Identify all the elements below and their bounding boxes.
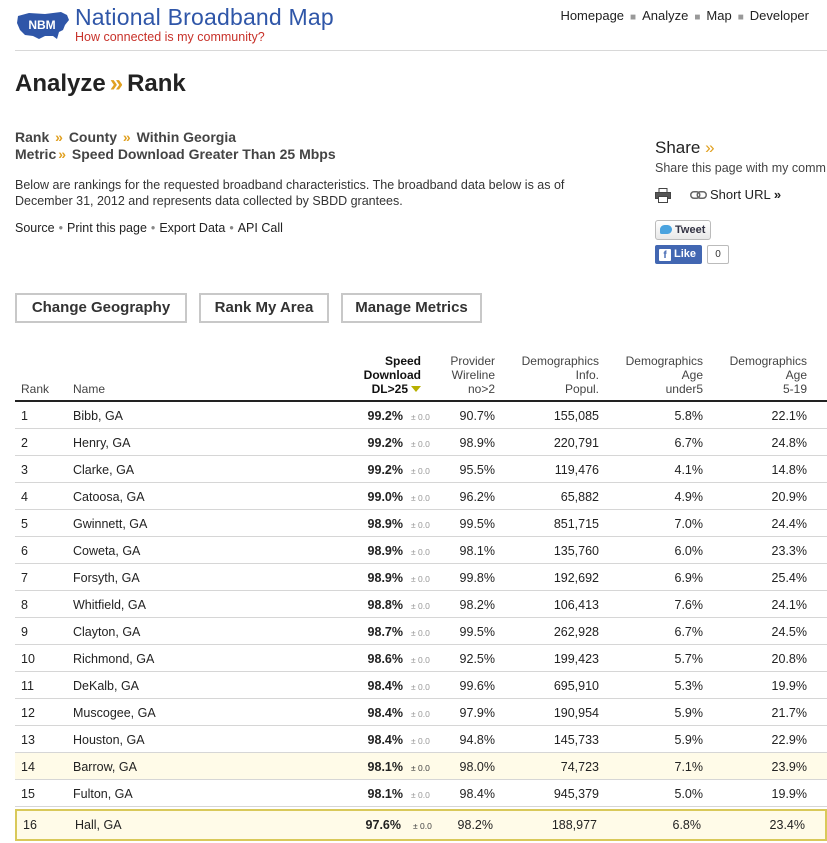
provider-wireline-cell: 98.9% bbox=[459, 436, 495, 450]
provider-wireline-cell: 98.2% bbox=[459, 598, 495, 612]
breadcrumb bbox=[15, 129, 336, 163]
population-cell: 199,423 bbox=[553, 652, 599, 666]
age-5-19-cell: 24.8% bbox=[771, 436, 807, 450]
age-5-19-cell: 23.4% bbox=[769, 818, 805, 832]
svg-text:NBM: NBM bbox=[28, 18, 56, 32]
margin-of-error: ± 0.0 bbox=[411, 628, 430, 638]
name-cell[interactable]: Houston, GA bbox=[73, 733, 145, 747]
population-cell: 155,085 bbox=[553, 409, 599, 423]
print-page-link[interactable]: Print this page bbox=[67, 221, 147, 235]
population-cell: 262,928 bbox=[553, 625, 599, 639]
table-row[interactable] bbox=[15, 809, 827, 841]
table-row[interactable] bbox=[15, 564, 827, 591]
col-provider-line3: no>2 bbox=[467, 382, 495, 396]
table-row[interactable] bbox=[15, 618, 827, 645]
age-5-19-cell: 20.8% bbox=[771, 652, 807, 666]
page-title bbox=[15, 70, 186, 98]
age-under5-cell: 6.9% bbox=[674, 571, 703, 585]
crumb-within-georgia: Within Georgia bbox=[136, 129, 237, 145]
rank-cell: 6 bbox=[21, 544, 28, 558]
margin-of-error: ± 0.0 bbox=[411, 682, 430, 692]
col-info-line2: Info. bbox=[575, 368, 599, 382]
metric-value: Speed Download Greater Than 25 Mbps bbox=[71, 146, 336, 162]
rank-cell: 4 bbox=[21, 490, 28, 504]
provider-wireline-cell: 97.9% bbox=[459, 706, 495, 720]
crumb-separator: » bbox=[55, 129, 63, 145]
provider-wireline-cell: 98.1% bbox=[459, 544, 495, 558]
name-cell[interactable]: Hall, GA bbox=[75, 818, 122, 832]
margin-of-error: ± 0.0 bbox=[411, 547, 430, 557]
age-under5-cell: 5.8% bbox=[674, 409, 703, 423]
population-cell: 190,954 bbox=[553, 706, 599, 720]
manage-metrics-button[interactable]: Manage Metrics bbox=[341, 293, 482, 323]
nav-separator: ■ bbox=[737, 12, 744, 23]
tweet-button[interactable] bbox=[655, 220, 711, 240]
rank-cell: 9 bbox=[21, 625, 28, 639]
facebook-like-button[interactable] bbox=[655, 245, 702, 264]
rank-my-area-button[interactable]: Rank My Area bbox=[199, 293, 329, 323]
age-5-19-cell: 23.3% bbox=[771, 544, 807, 558]
table-row[interactable] bbox=[15, 537, 827, 564]
change-geography-button[interactable]: Change Geography bbox=[15, 293, 187, 323]
age-5-19-cell: 24.5% bbox=[771, 625, 807, 639]
rank-cell: 2 bbox=[21, 436, 28, 450]
provider-wireline-cell: 94.8% bbox=[459, 733, 495, 747]
population-cell: 192,692 bbox=[553, 571, 599, 585]
col-rank[interactable]: Rank bbox=[21, 382, 50, 396]
name-cell[interactable]: Coweta, GA bbox=[73, 544, 141, 558]
share-tools bbox=[655, 186, 827, 206]
rank-cell: 1 bbox=[21, 409, 28, 423]
provider-wireline-cell: 99.5% bbox=[459, 625, 495, 639]
speed-download-cell: 98.4% bbox=[367, 679, 403, 693]
age-under5-cell: 5.3% bbox=[674, 679, 703, 693]
table-header bbox=[15, 352, 827, 402]
table-row[interactable] bbox=[15, 456, 827, 483]
col-age519-line3: 5-19 bbox=[782, 382, 807, 396]
nav-developer[interactable]: Developer bbox=[749, 8, 809, 23]
margin-of-error: ± 0.0 bbox=[411, 709, 430, 719]
col-provider-line1: Provider bbox=[450, 354, 495, 368]
margin-of-error: ± 0.0 bbox=[411, 520, 430, 530]
name-cell[interactable]: Muscogee, GA bbox=[73, 706, 156, 720]
site-title-link[interactable]: National Broadband Map bbox=[75, 4, 334, 30]
api-call-link[interactable]: API Call bbox=[237, 221, 283, 235]
age-under5-cell: 6.7% bbox=[674, 625, 703, 639]
table-row[interactable] bbox=[15, 429, 827, 456]
margin-of-error: ± 0.0 bbox=[411, 466, 430, 476]
speed-download-cell: 98.8% bbox=[367, 598, 403, 612]
population-cell: 65,882 bbox=[560, 490, 599, 504]
rank-cell: 7 bbox=[21, 571, 28, 585]
name-cell[interactable]: DeKalb, GA bbox=[73, 679, 140, 693]
population-cell: 945,379 bbox=[553, 787, 599, 801]
col-speed-line1: Speed bbox=[384, 354, 421, 368]
age-under5-cell: 7.0% bbox=[674, 517, 703, 531]
table-row[interactable] bbox=[15, 699, 827, 726]
name-cell[interactable]: Whitfield, GA bbox=[73, 598, 146, 612]
col-name[interactable]: Name bbox=[73, 382, 106, 396]
speed-download-cell: 98.4% bbox=[367, 733, 403, 747]
table-row[interactable] bbox=[15, 672, 827, 699]
rank-cell: 5 bbox=[21, 517, 28, 531]
provider-wireline-cell: 99.6% bbox=[459, 679, 495, 693]
population-cell: 188,977 bbox=[551, 818, 597, 832]
speed-download-cell: 98.9% bbox=[367, 517, 403, 531]
crumb-separator: » bbox=[58, 146, 67, 162]
col-speed-line2: Download bbox=[363, 368, 421, 382]
rank-cell: 8 bbox=[21, 598, 28, 612]
rankings-description: Below are rankings for the requested broadband characteristics. The broadband data below is as of December 31, 2012 and represents data collected by SBDD grantees. bbox=[15, 178, 565, 208]
age-under5-cell: 7.1% bbox=[674, 760, 703, 774]
age-5-19-cell: 25.4% bbox=[771, 571, 807, 585]
link-separator: • bbox=[150, 221, 156, 235]
rank-cell: 15 bbox=[21, 787, 35, 801]
nav-separator: ■ bbox=[630, 12, 637, 23]
population-cell: 106,413 bbox=[553, 598, 599, 612]
breadcrumb-metric bbox=[15, 146, 336, 163]
speed-download-cell: 99.2% bbox=[367, 409, 403, 423]
col-age519-line2: Age bbox=[785, 368, 807, 382]
speed-download-cell: 99.2% bbox=[367, 463, 403, 477]
col-info-line1: Demographics bbox=[521, 354, 599, 368]
provider-wireline-cell: 99.8% bbox=[459, 571, 495, 585]
chain-link-icon[interactable] bbox=[690, 191, 707, 199]
provider-wireline-cell: 98.4% bbox=[459, 787, 495, 801]
tweet-label: Tweet bbox=[675, 224, 706, 236]
share-subtitle: Share this page with my comm bbox=[655, 161, 826, 175]
page-title-analyze: Analyze bbox=[15, 70, 106, 97]
population-cell: 119,476 bbox=[554, 463, 599, 477]
table-row[interactable] bbox=[15, 726, 827, 753]
speed-download-cell: 98.9% bbox=[367, 544, 403, 558]
printer-icon[interactable] bbox=[655, 188, 671, 203]
nav-separator: ■ bbox=[694, 12, 701, 23]
share-arrow: » bbox=[705, 138, 715, 157]
age-under5-cell: 5.9% bbox=[674, 706, 703, 720]
population-cell: 851,715 bbox=[553, 517, 599, 531]
table-row[interactable] bbox=[15, 753, 827, 780]
col-age519-line1: Demographics bbox=[729, 354, 807, 368]
site-tagline: How connected is my community? bbox=[75, 30, 265, 44]
speed-download-cell: 98.7% bbox=[367, 625, 403, 639]
age-5-19-cell: 21.7% bbox=[771, 706, 807, 720]
age-under5-cell: 5.9% bbox=[674, 733, 703, 747]
col-speed-metric: DL>25 bbox=[371, 382, 408, 396]
export-data-link[interactable]: Export Data bbox=[159, 221, 226, 235]
rank-cell: 14 bbox=[21, 760, 35, 774]
name-cell[interactable]: Catoosa, GA bbox=[73, 490, 145, 504]
margin-of-error: ± 0.0 bbox=[411, 439, 430, 449]
table-row[interactable] bbox=[15, 780, 827, 807]
age-5-19-cell: 19.9% bbox=[771, 679, 807, 693]
col-speed-line3 bbox=[364, 382, 421, 396]
table-row[interactable] bbox=[15, 402, 827, 429]
rank-cell: 13 bbox=[21, 733, 35, 747]
speed-download-cell: 98.6% bbox=[367, 652, 403, 666]
age-under5-cell: 6.8% bbox=[672, 818, 701, 832]
age-5-19-cell: 22.1% bbox=[771, 409, 807, 423]
col-under5-line1: Demographics bbox=[625, 354, 703, 368]
rankings-table bbox=[15, 352, 827, 841]
col-under5-line2: Age bbox=[681, 368, 703, 382]
population-cell: 145,733 bbox=[553, 733, 599, 747]
col-demographics-under5[interactable] bbox=[626, 354, 703, 396]
col-speed-download[interactable] bbox=[364, 354, 421, 396]
like-count: 0 bbox=[707, 245, 729, 264]
table-row[interactable] bbox=[15, 483, 827, 510]
table-row[interactable] bbox=[15, 645, 827, 672]
twitter-bird-icon bbox=[660, 225, 672, 234]
col-provider-line2: Wireline bbox=[451, 368, 495, 382]
table-body bbox=[15, 402, 827, 841]
age-under5-cell: 4.9% bbox=[674, 490, 703, 504]
source-link[interactable]: Source bbox=[15, 221, 55, 235]
breadcrumb-geography bbox=[15, 129, 336, 146]
age-under5-cell: 7.6% bbox=[674, 598, 703, 612]
population-cell: 695,910 bbox=[553, 679, 599, 693]
site-header bbox=[15, 0, 827, 51]
age-under5-cell: 6.0% bbox=[674, 544, 703, 558]
share-title bbox=[655, 138, 827, 158]
name-cell[interactable]: Barrow, GA bbox=[73, 760, 137, 774]
speed-download-cell: 98.9% bbox=[367, 571, 403, 585]
age-5-19-cell: 24.1% bbox=[771, 598, 807, 612]
name-cell[interactable]: Clarke, GA bbox=[73, 463, 135, 477]
metric-label: Metric bbox=[15, 146, 57, 162]
speed-download-cell: 98.4% bbox=[367, 706, 403, 720]
provider-wireline-cell: 92.5% bbox=[459, 652, 495, 666]
age-5-19-cell: 19.9% bbox=[771, 787, 807, 801]
page-actions bbox=[15, 221, 283, 235]
age-5-19-cell: 20.9% bbox=[771, 490, 807, 504]
provider-wireline-cell: 98.2% bbox=[457, 818, 493, 832]
share-title-text: Share bbox=[655, 138, 701, 157]
speed-download-cell: 99.2% bbox=[367, 436, 403, 450]
margin-of-error: ± 0.0 bbox=[411, 493, 430, 503]
age-under5-cell: 5.0% bbox=[674, 787, 703, 801]
facebook-icon: f bbox=[659, 249, 671, 261]
age-under5-cell: 6.7% bbox=[674, 436, 703, 450]
nav-homepage[interactable]: Homepage bbox=[560, 8, 625, 23]
crumb-rank: Rank bbox=[15, 129, 50, 145]
population-cell: 74,723 bbox=[560, 760, 599, 774]
margin-of-error: ± 0.0 bbox=[411, 763, 430, 773]
age-under5-cell: 5.7% bbox=[674, 652, 703, 666]
population-cell: 220,791 bbox=[553, 436, 599, 450]
crumb-separator: » bbox=[122, 129, 131, 145]
name-cell[interactable]: Forsyth, GA bbox=[73, 571, 140, 585]
rank-cell: 11 bbox=[21, 679, 34, 693]
margin-of-error: ± 0.0 bbox=[411, 574, 430, 584]
provider-wireline-cell: 96.2% bbox=[459, 490, 495, 504]
provider-wireline-cell: 98.0% bbox=[459, 760, 495, 774]
like-label: Like bbox=[674, 248, 697, 260]
short-url-arrow: » bbox=[773, 187, 782, 202]
name-cell[interactable]: Clayton, GA bbox=[73, 625, 141, 639]
short-url-link[interactable] bbox=[710, 187, 781, 202]
top-navigation bbox=[560, 8, 809, 23]
provider-wireline-cell: 99.5% bbox=[459, 517, 495, 531]
name-cell[interactable]: Fulton, GA bbox=[73, 787, 133, 801]
title-separator: » bbox=[109, 70, 124, 97]
margin-of-error: ± 0.0 bbox=[413, 821, 432, 831]
margin-of-error: ± 0.0 bbox=[411, 790, 430, 800]
col-provider-wireline[interactable] bbox=[450, 354, 495, 396]
name-cell[interactable]: Henry, GA bbox=[73, 436, 131, 450]
speed-download-cell: 98.1% bbox=[367, 760, 403, 774]
age-5-19-cell: 14.8% bbox=[771, 463, 807, 477]
provider-wireline-cell: 90.7% bbox=[459, 409, 495, 423]
age-under5-cell: 4.1% bbox=[674, 463, 703, 477]
speed-download-cell: 98.1% bbox=[367, 787, 403, 801]
link-separator: • bbox=[58, 221, 63, 235]
col-demographics-5-19[interactable] bbox=[730, 354, 807, 396]
provider-wireline-cell: 95.5% bbox=[459, 463, 495, 477]
crumb-county: County bbox=[68, 129, 118, 145]
margin-of-error: ± 0.0 bbox=[411, 601, 430, 611]
name-cell[interactable]: Richmond, GA bbox=[73, 652, 155, 666]
col-info-line3: Popul. bbox=[564, 382, 599, 396]
nav-analyze[interactable]: Analyze bbox=[642, 8, 689, 23]
link-separator: • bbox=[229, 221, 234, 235]
share-panel bbox=[655, 138, 827, 278]
name-cell[interactable]: Bibb, GA bbox=[73, 409, 124, 423]
rank-cell: 16 bbox=[23, 818, 37, 832]
col-under5-line3: under5 bbox=[665, 382, 703, 396]
margin-of-error: ± 0.0 bbox=[411, 412, 430, 422]
rank-cell: 3 bbox=[21, 463, 28, 477]
short-url-label: Short URL bbox=[710, 187, 771, 202]
rank-cell: 10 bbox=[21, 652, 35, 666]
table-row[interactable] bbox=[15, 591, 827, 618]
speed-download-cell: 99.0% bbox=[367, 490, 403, 504]
rank-cell: 12 bbox=[21, 706, 35, 720]
age-5-19-cell: 22.9% bbox=[771, 733, 807, 747]
population-cell: 135,760 bbox=[553, 544, 599, 558]
margin-of-error: ± 0.0 bbox=[411, 736, 430, 746]
us-map-logo-icon[interactable] bbox=[15, 8, 71, 44]
sort-descending-icon bbox=[411, 386, 421, 392]
speed-download-cell: 97.6% bbox=[365, 818, 401, 832]
nav-map[interactable]: Map bbox=[706, 8, 732, 23]
name-cell[interactable]: Gwinnett, GA bbox=[73, 517, 148, 531]
table-row[interactable] bbox=[15, 510, 827, 537]
page-title-rank: Rank bbox=[127, 70, 186, 97]
margin-of-error: ± 0.0 bbox=[411, 655, 430, 665]
age-5-19-cell: 23.9% bbox=[771, 760, 807, 774]
age-5-19-cell: 24.4% bbox=[771, 517, 807, 531]
col-demographics-info[interactable] bbox=[522, 354, 599, 396]
